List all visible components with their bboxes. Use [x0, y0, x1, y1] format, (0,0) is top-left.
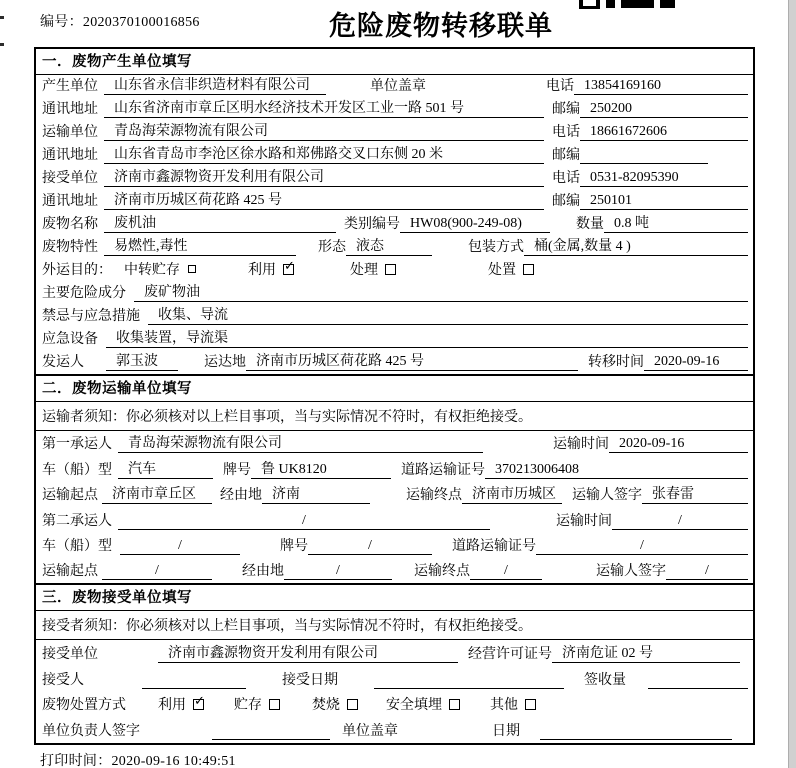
checkbox-label: 中转贮存 [124, 263, 180, 278]
field-value: / [308, 538, 432, 555]
section-rows [36, 431, 753, 583]
print-time-value: 2020-09-16 10:49:51 [111, 754, 236, 768]
checkbox-option [158, 694, 204, 714]
form-row [36, 558, 753, 583]
field-label: 废物特性 [42, 240, 98, 255]
checkbox-unchecked-icon [449, 699, 460, 710]
scan-noise [0, 43, 4, 46]
section-title: 三．废物接受单位填写 [36, 585, 753, 611]
field-value: 0.8 吨 [604, 212, 748, 233]
field-value: 18661672606 [580, 124, 748, 141]
print-time [40, 750, 236, 768]
field-value: / [120, 538, 240, 555]
checkbox-label: 焚烧 [312, 698, 340, 714]
checkbox-label: 贮存 [234, 698, 262, 714]
cropped-stamp [579, 0, 675, 9]
check-mark-icon: ✓ [194, 693, 205, 709]
field-value: 废矿物油 [134, 281, 748, 302]
checkbox-unchecked-icon [188, 265, 196, 273]
form-row [36, 167, 753, 190]
checkbox-unchecked-icon [347, 699, 358, 710]
field-value: 山东省青岛市李沧区徐水路和郑佛路交叉口东侧 20 米 [104, 143, 544, 164]
field-value: 郭玉波 [106, 350, 178, 371]
checkbox-option [386, 694, 460, 714]
section-title: 一．废物产生单位填写 [36, 49, 753, 75]
field-label: 经营许可证号 [468, 646, 552, 662]
field-value: / [118, 513, 490, 530]
checkbox-option [488, 259, 534, 279]
field-label: 第二承运人 [42, 513, 112, 529]
field-label: 道路运输证号 [401, 462, 485, 478]
form-row [36, 640, 753, 666]
field-label: 牌号 [223, 462, 251, 478]
field-label: 邮编 [552, 194, 580, 209]
field-label: 经由地 [220, 488, 262, 504]
check-mark-icon: ✓ [284, 258, 295, 274]
checkbox-option [248, 259, 294, 279]
form-row [36, 666, 753, 692]
field-label: 单位盖章 [370, 79, 426, 94]
field-label: 通讯地址 [42, 102, 98, 117]
field-label: 禁忌与应急措施 [42, 309, 140, 324]
form-row [36, 144, 753, 167]
field-value: / [612, 513, 748, 530]
field-value [580, 147, 708, 164]
field-value: 易燃性,毒性 [104, 235, 296, 256]
field-value: 济南市鑫源物资开发利用有限公司 [158, 642, 458, 663]
form-row [36, 717, 753, 743]
field-label: 运输终点 [414, 564, 470, 580]
form-row [36, 692, 753, 718]
field-label: 接受单位 [42, 646, 98, 662]
field-value: 370213006408 [485, 462, 748, 479]
checkbox-option [350, 259, 396, 279]
field-label: 数量 [576, 217, 604, 232]
field-label: 邮编 [552, 102, 580, 117]
checkbox-checked-icon [283, 258, 295, 275]
field-value [374, 672, 564, 689]
checkbox-option [234, 694, 280, 714]
field-value: / [470, 563, 542, 580]
field-label: 发运人 [42, 355, 84, 370]
field-label: 道路运输证号 [452, 538, 536, 554]
checkbox-label: 处理 [350, 263, 378, 278]
checkbox-label: 安全填埋 [386, 698, 442, 714]
form-row [36, 213, 753, 236]
field-value: 济南 [262, 483, 370, 504]
field-value [540, 723, 732, 740]
checkbox-label: 利用 [158, 698, 186, 714]
form-row [36, 351, 753, 374]
section-receiver [36, 583, 753, 742]
field-value: 桶(金属,数量 4 ) [524, 235, 748, 256]
field-label: 运输人签字 [596, 564, 666, 580]
field-label: 外运目的： [42, 263, 112, 278]
field-label: 产生单位 [42, 79, 98, 94]
checkbox-checked-icon [193, 693, 205, 710]
field-label: 主要危险成分 [42, 286, 126, 301]
field-label: 类别编号 [344, 217, 400, 232]
form-row [36, 98, 753, 121]
field-value: 山东省济南市章丘区明水经济技术开发区工业一路 501 号 [104, 97, 544, 118]
scan-noise [0, 16, 4, 19]
checkbox-option [124, 259, 196, 279]
field-value: 济南市鑫源物资开发利用有限公司 [104, 166, 544, 187]
field-value: 济南市章丘区 [102, 483, 212, 504]
section-rows [36, 75, 753, 374]
field-label: 接受日期 [282, 672, 338, 688]
field-value: 收集、导流 [148, 304, 748, 325]
stamp-fragment-icon [606, 0, 615, 8]
field-label: 车（船）型 [42, 538, 112, 554]
field-value [142, 672, 246, 689]
checkbox-label: 其他 [490, 698, 518, 714]
field-label: 邮编 [552, 148, 580, 163]
field-value: / [102, 563, 212, 580]
checkbox-option [490, 694, 536, 714]
field-label: 运输人签字 [572, 488, 642, 504]
field-label: 车（船）型 [42, 462, 112, 478]
field-value: 山东省永信非织造材料有限公司 [104, 74, 326, 95]
field-value: 2020-09-16 [609, 436, 748, 453]
field-label: 运输时间 [553, 437, 609, 453]
form-row [36, 282, 753, 305]
doc-number-value: 2020370100016856 [82, 15, 200, 30]
stamp-fragment-icon [660, 0, 675, 8]
scan-edge [788, 0, 796, 768]
field-label: 电话 [552, 171, 580, 186]
field-value: 鲁 UK8120 [251, 458, 391, 479]
field-value: 济南市历城区荷花路 425 号 [246, 350, 578, 371]
field-label: 接受人 [42, 672, 84, 688]
checkbox-label: 处置 [488, 263, 516, 278]
field-value: 0531-82095390 [580, 170, 748, 187]
field-label: 废物名称 [42, 217, 98, 232]
field-value [648, 672, 748, 689]
field-label: 第一承运人 [42, 437, 112, 453]
field-value: 液态 [346, 235, 432, 256]
field-label: 通讯地址 [42, 148, 98, 163]
field-label: 牌号 [280, 538, 308, 554]
field-value: 废机油 [104, 212, 336, 233]
field-label: 废物处置方式 [42, 698, 126, 714]
page-title: 危险废物转移联单 [329, 11, 553, 41]
field-value [212, 723, 330, 740]
field-label: 运达地 [204, 355, 246, 370]
stamp-fragment-icon [621, 0, 654, 8]
form-table [34, 47, 755, 745]
field-label: 运输终点 [406, 488, 462, 504]
field-value: 济南市历城区 [462, 483, 562, 504]
form-row [36, 121, 753, 144]
field-label: 电话 [546, 79, 574, 94]
form-row [36, 236, 753, 259]
checkbox-unchecked-icon [385, 264, 396, 275]
field-label: 电话 [552, 125, 580, 140]
section-rows [36, 640, 753, 742]
checkbox-unchecked-icon [269, 699, 280, 710]
form-row [36, 431, 753, 456]
field-label: 应急设备 [42, 332, 98, 347]
field-value: 13854169160 [574, 78, 748, 95]
field-label: 运输起点 [42, 488, 98, 504]
form-row [36, 482, 753, 507]
checkbox-unchecked-icon [523, 264, 534, 275]
field-value: 收集装置，导流渠 [106, 327, 748, 348]
field-label: 转移时间 [588, 355, 644, 370]
field-label: 单位负责人签字 [42, 723, 140, 739]
form-row [36, 75, 753, 98]
checkbox-label: 利用 [248, 263, 276, 278]
field-value: 青岛海荣源物流有限公司 [118, 432, 483, 453]
field-value: 250101 [580, 193, 748, 210]
form-row [36, 456, 753, 481]
field-label: 通讯地址 [42, 194, 98, 209]
doc-number [40, 11, 200, 31]
field-value: / [666, 563, 748, 580]
field-label: 接受单位 [42, 171, 98, 186]
field-label: 单位盖章 [342, 723, 398, 739]
field-label: 形态 [318, 240, 346, 255]
field-value: 250200 [580, 101, 748, 118]
section-title: 二．废物运输单位填写 [36, 376, 753, 402]
notice-text: 接受者须知：你必须核对以上栏目事项，当与实际情况不符时，有权拒绝接受。 [36, 611, 753, 640]
field-value: 青岛海荣源物流有限公司 [104, 120, 544, 141]
field-label: 日期 [492, 723, 520, 739]
checkbox-unchecked-icon [525, 699, 536, 710]
field-label: 签收量 [584, 672, 626, 688]
field-label: 包装方式 [468, 240, 524, 255]
form-row [36, 507, 753, 532]
form-row [36, 533, 753, 558]
doc-number-label: 编号： [40, 15, 83, 30]
field-value: 济南市历城区荷花路 425 号 [104, 189, 544, 210]
field-label: 运输单位 [42, 125, 98, 140]
form-row [36, 190, 753, 213]
field-value: 2020-09-16 [644, 354, 748, 371]
field-value: 张春雷 [642, 483, 748, 504]
checkbox-option [312, 694, 358, 714]
field-value: 汽车 [118, 458, 213, 479]
field-label: 经由地 [242, 564, 284, 580]
section-transport [36, 374, 753, 583]
field-value: / [536, 538, 748, 555]
form-row [36, 305, 753, 328]
field-label: 运输起点 [42, 564, 98, 580]
form-row [36, 259, 753, 282]
field-value: HW08(900-249-08) [400, 216, 550, 233]
section-producer [36, 49, 753, 374]
form-row [36, 328, 753, 351]
notice-text: 运输者须知：你必须核对以上栏目事项，当与实际情况不符时，有权拒绝接受。 [36, 402, 753, 431]
field-value: / [284, 563, 392, 580]
print-time-label: 打印时间： [40, 754, 112, 768]
stamp-fragment-icon [579, 0, 600, 9]
field-label: 运输时间 [556, 513, 612, 529]
field-value: 济南危证 02 号 [552, 642, 740, 663]
